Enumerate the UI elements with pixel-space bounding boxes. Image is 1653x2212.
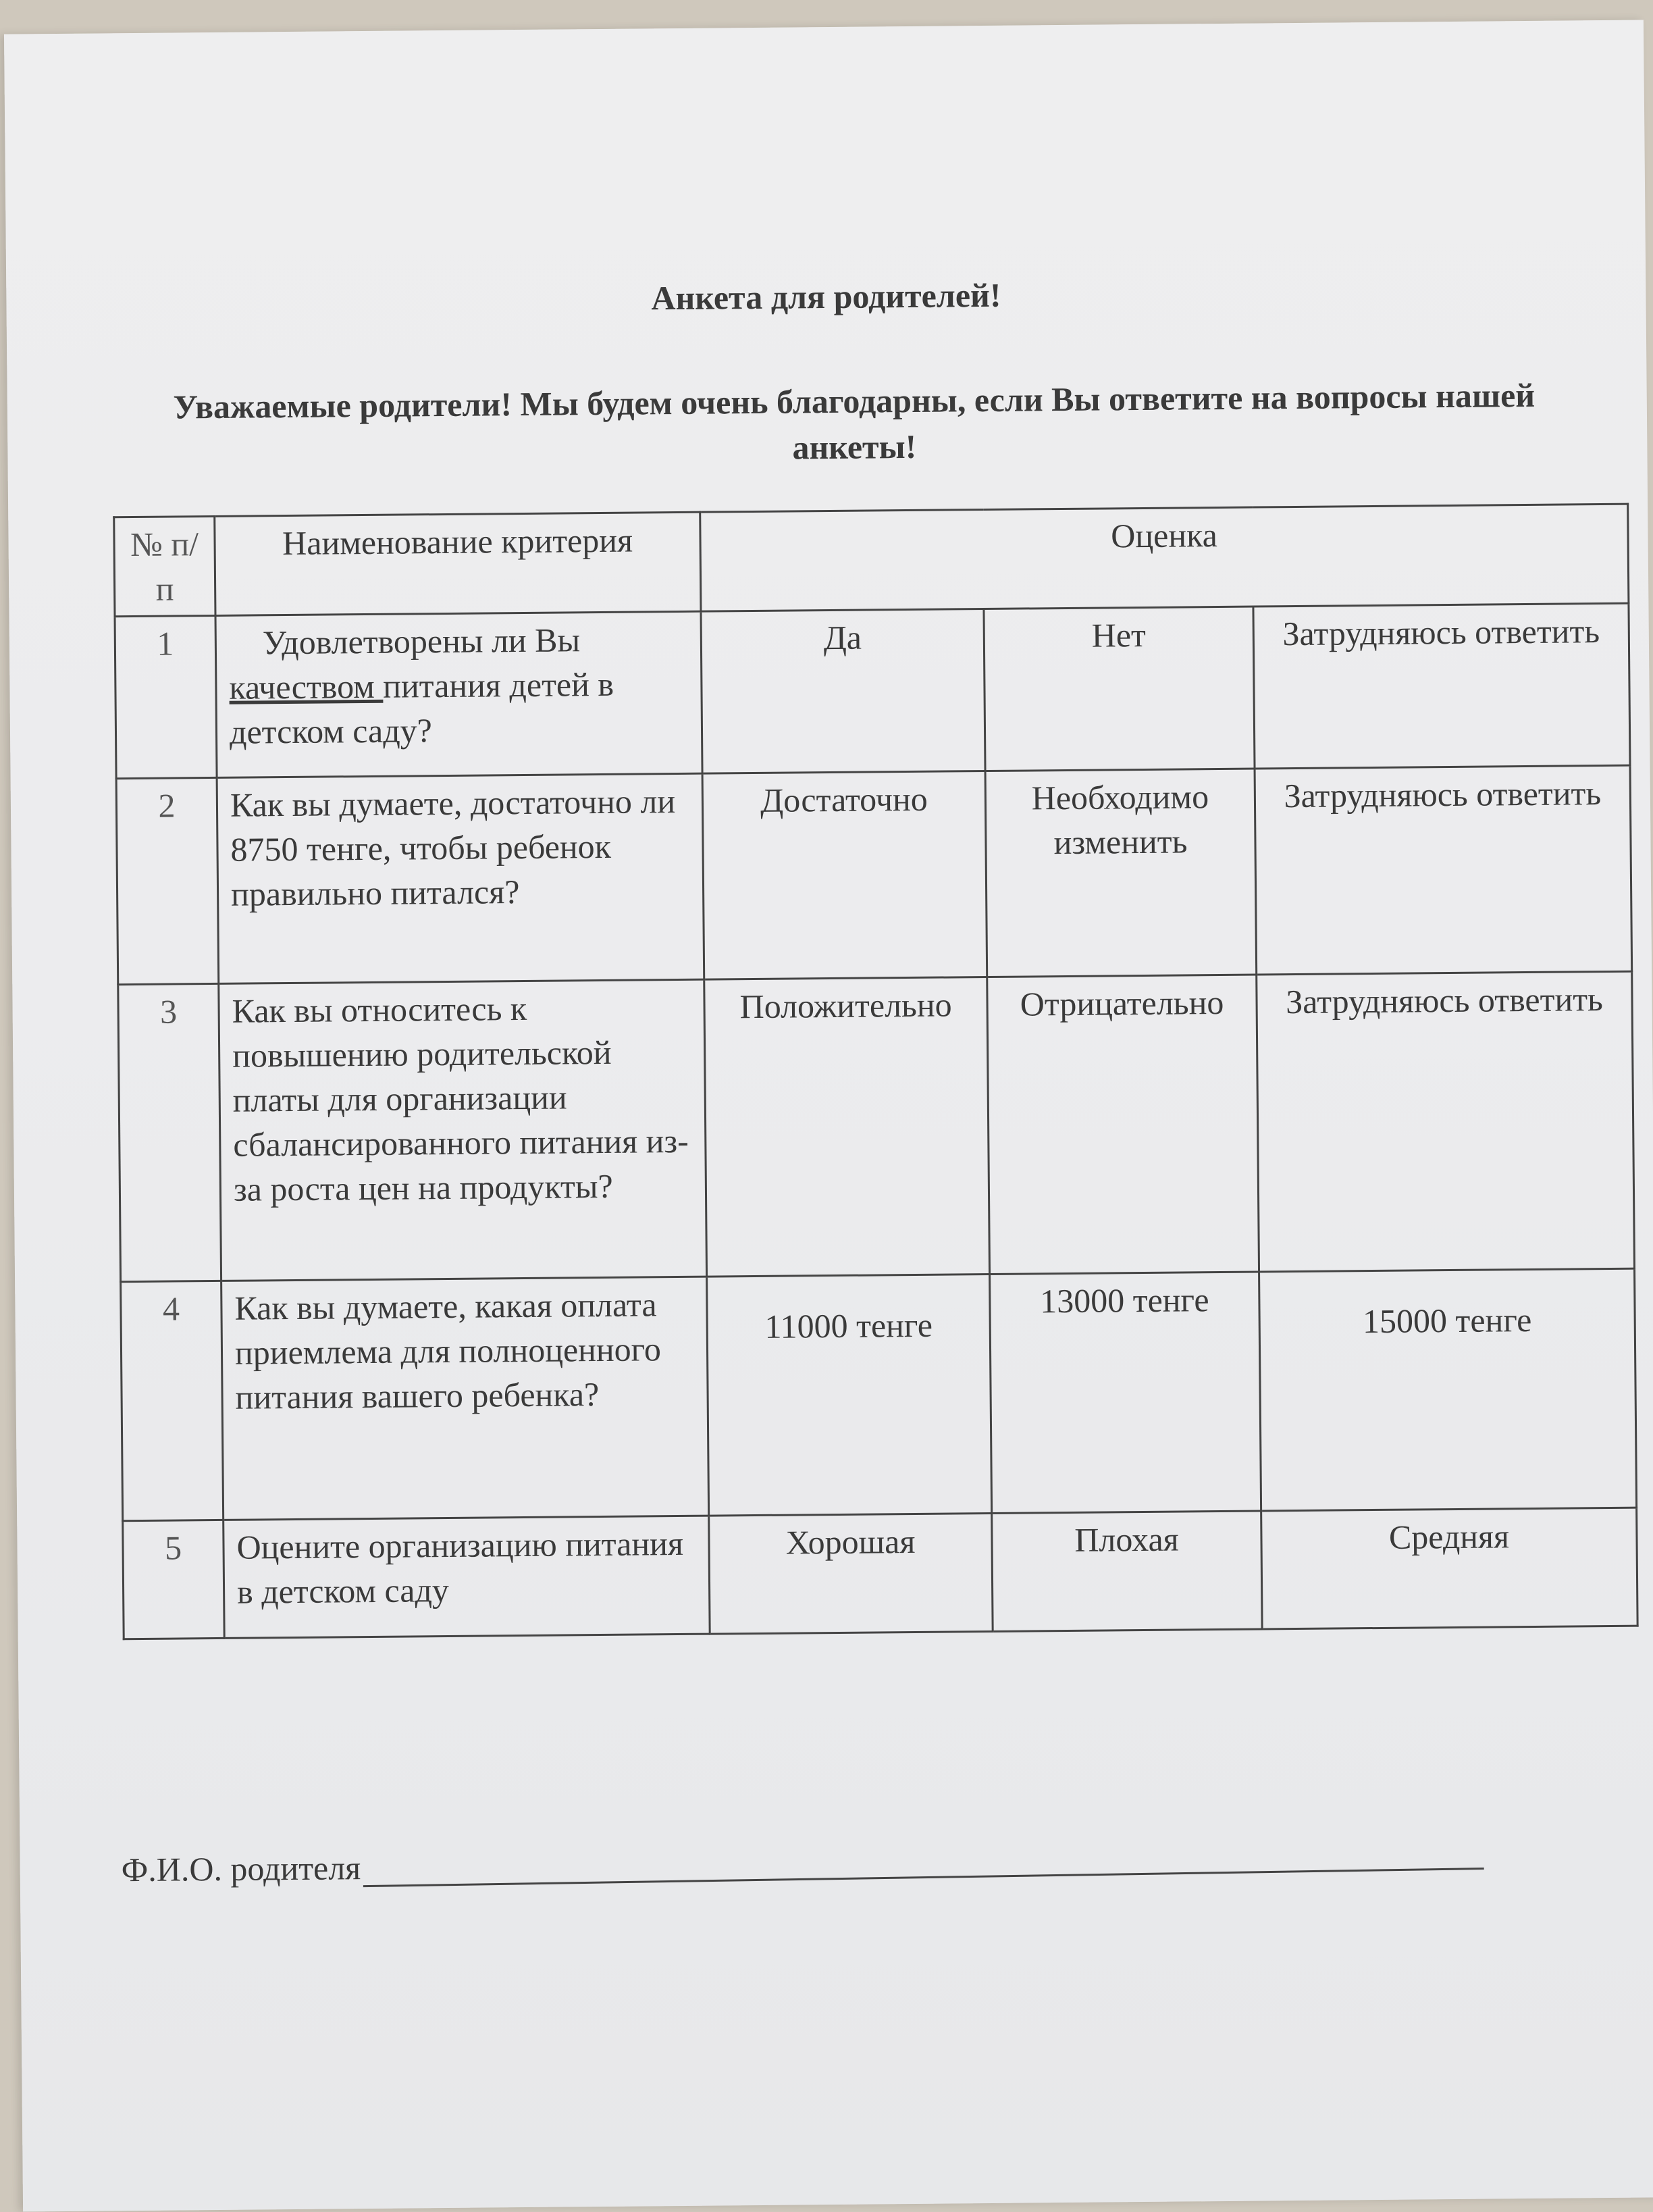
row-num: 4 bbox=[121, 1281, 224, 1520]
option-cell[interactable]: Средняя bbox=[1261, 1508, 1638, 1629]
header-score: Оценка bbox=[700, 504, 1629, 611]
table-header-row bbox=[114, 504, 1629, 617]
parent-name-field bbox=[121, 1838, 1484, 1890]
option-cell[interactable]: Затрудняюсь ответить bbox=[1255, 765, 1632, 975]
row-criterion bbox=[215, 611, 702, 777]
option-cell[interactable]: 15000 тенге bbox=[1259, 1268, 1637, 1511]
row-criterion: Как вы относитесь к повышению родительской платы для организации сбалансированного питания из-за роста цен на продукты? bbox=[219, 979, 707, 1281]
row-criterion: Как вы думаете, какая оплата приемлема для полноценного питания вашего ребенка? bbox=[221, 1277, 709, 1520]
option-cell[interactable]: Положительно bbox=[704, 977, 990, 1277]
option-cell[interactable]: Да bbox=[701, 609, 985, 774]
option-cell[interactable]: Плохая bbox=[992, 1511, 1263, 1631]
option-cell[interactable]: Достаточно bbox=[702, 771, 987, 980]
table-row bbox=[123, 1508, 1637, 1639]
table-row bbox=[115, 603, 1630, 779]
parent-name-label: Ф.И.О. родителя bbox=[121, 1849, 361, 1889]
table-row bbox=[121, 1268, 1637, 1521]
criterion-text-underlined: качеством bbox=[229, 667, 384, 706]
row-num: 3 bbox=[118, 983, 221, 1281]
header-criterion: Наименование критерия bbox=[215, 512, 701, 615]
criterion-text-end: питания детей в детском саду? bbox=[229, 665, 614, 751]
document-subtitle: Уважаемые родители! Мы будем очень благодарны, если Вы ответите на вопросы нашей анкеты! bbox=[173, 376, 1536, 467]
document-title: Анкета для родителей! bbox=[651, 276, 1001, 317]
header-num: № п/п bbox=[114, 516, 215, 616]
table-row bbox=[118, 971, 1635, 1282]
option-cell[interactable]: Затрудняюсь ответить bbox=[1253, 603, 1630, 769]
option-cell[interactable]: 11000 тенге bbox=[707, 1274, 992, 1516]
criterion-text-start: Удовлетворены ли Вы bbox=[262, 621, 581, 662]
option-cell[interactable]: 13000 тенге bbox=[990, 1272, 1261, 1513]
row-criterion: Оцените организацию питания в детском саду bbox=[224, 1516, 710, 1638]
option-cell[interactable]: Необходимо изменить bbox=[985, 769, 1257, 977]
table-row bbox=[116, 765, 1632, 985]
survey-table bbox=[113, 503, 1638, 1641]
row-num: 1 bbox=[115, 615, 217, 778]
option-cell[interactable]: Затрудняюсь ответить bbox=[1257, 971, 1635, 1272]
parent-name-line[interactable] bbox=[363, 1841, 1484, 1887]
row-num: 5 bbox=[123, 1520, 225, 1639]
row-num: 2 bbox=[116, 777, 219, 984]
row-criterion: Как вы думаете, достаточно ли 8750 тенге, чтобы ребенок правильно питался? bbox=[217, 773, 704, 983]
option-cell[interactable]: Нет bbox=[984, 607, 1255, 771]
paper-sheet bbox=[4, 20, 1653, 2211]
option-cell[interactable]: Отрицательно bbox=[987, 975, 1259, 1274]
option-cell[interactable]: Хорошая bbox=[709, 1513, 993, 1634]
